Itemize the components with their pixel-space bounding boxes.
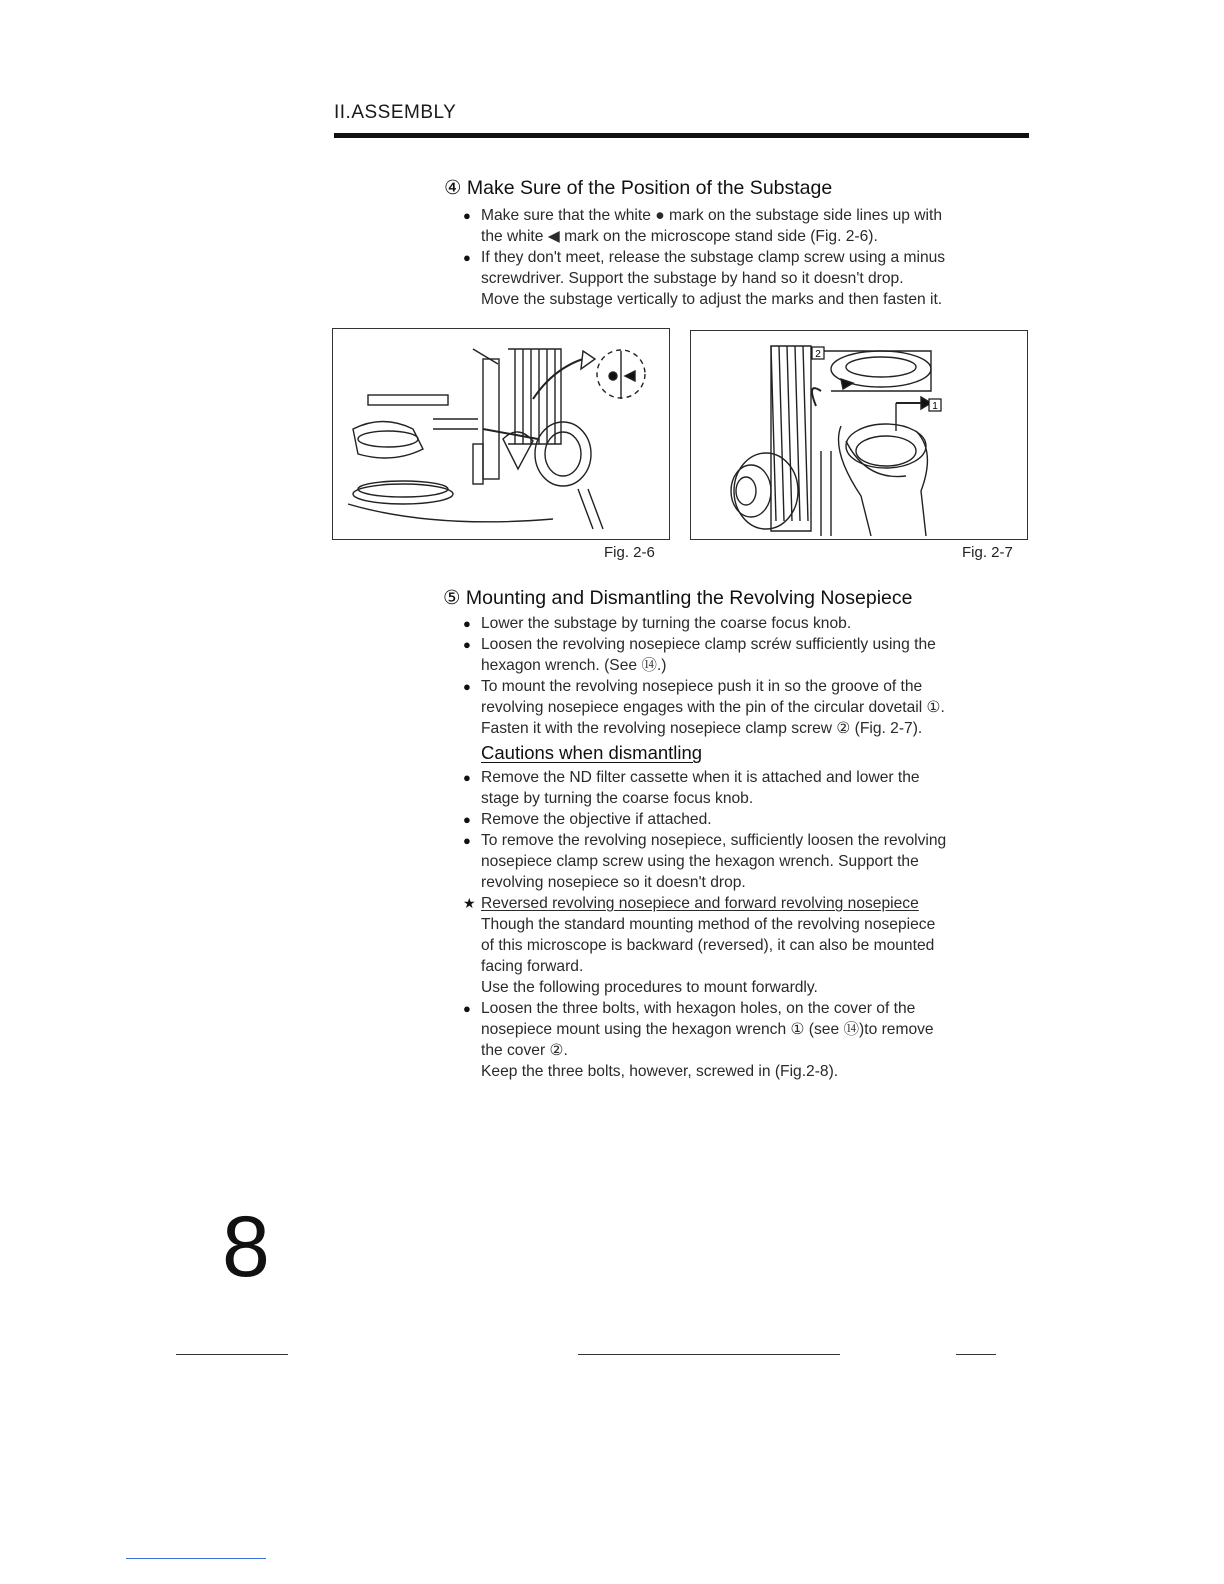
section-4-bullet-1: ● Make sure that the white ● mark on the substage side lines up with the white ◀ mark on the microscope stand side (Fig. 2-6). xyxy=(463,205,945,247)
section-5-title: ⑤ Mounting and Dismantling the Revolving Nosepiece xyxy=(443,587,913,609)
header-rule xyxy=(334,133,1029,138)
chapter-heading: II.ASSEMBLY xyxy=(334,102,457,123)
footer-rule-left xyxy=(176,1354,288,1355)
caution-bullet-1: ● Remove the ND filter cassette when it is attached and lower the stage by turning the coarse focus knob. xyxy=(463,767,946,809)
reversed-nosepiece-heading: ★ Reversed revolving nosepiece and forward revolving nosepiece xyxy=(463,893,946,914)
figure-2-6 xyxy=(332,328,670,540)
caution-bullet-3: ● To remove the revolving nosepiece, sufficiently loosen the revolving nosepiece clamp screw using the hexagon wrench. Support the revolving nosepiece so it doesn't drop. xyxy=(463,830,946,893)
reversed-nosepiece-text: Though the standard mounting method of the revolving nosepiece of this microscope is backward (reversed), it can also be mounted facing forward. Use the following procedures to mount forwardly. xyxy=(481,916,936,996)
section-5-bullet-3: ● To mount the revolving nosepiece push it in so the groove of the revolving nosepiece engages with the pin of the circular dovetail ①. Fasten it with the revolving nosepiece clamp screw ② (Fig. 2-7). xyxy=(463,676,946,739)
figure-2-7-callout-1-text: 1 xyxy=(932,401,938,412)
section-5-bullet-2: ● Loosen the revolving nosepiece clamp scréw sufficiently using the hexagon wrench. (See ⑭.) xyxy=(463,634,946,676)
figure-2-6-illustration xyxy=(333,329,669,539)
section-5-bullet-1: ● Lower the substage by turning the coarse focus knob. xyxy=(463,613,946,634)
figure-2-6-caption: Fig. 2-6 xyxy=(604,544,655,561)
page-number: 8 xyxy=(222,1199,270,1295)
section-4-body xyxy=(463,205,945,310)
section-5-body xyxy=(463,613,946,1082)
forward-mount-bullet: ● Loosen the three bolts, with hexagon holes, on the cover of the nosepiece mount using the hexagon wrench ① (see ⑭)to remove the cover ②. Keep the three bolts, however, screwed in (Fig.2-8). xyxy=(463,998,946,1082)
figure-2-7-caption: Fig. 2-7 xyxy=(962,544,1013,561)
footer-link-line xyxy=(126,1558,266,1559)
figure-2-7-callout-2-text: 2 xyxy=(815,349,821,360)
footer-rule-center xyxy=(578,1354,840,1355)
footer-rule-right xyxy=(956,1354,996,1355)
section-4-title: ④ Make Sure of the Position of the Substage xyxy=(444,177,833,199)
figure-2-7 xyxy=(690,330,1028,540)
figure-2-7-illustration xyxy=(691,331,1027,539)
section-4-bullet-2: ● If they don't meet, release the substage clamp screw using a minus screwdriver. Support the substage by hand so it doesn't drop. Move the substage vertically to adjust the marks and then fasten it. xyxy=(463,247,945,310)
caution-bullet-2: ● Remove the objective if attached. xyxy=(463,809,946,830)
cautions-heading: Cautions when dismantling xyxy=(481,742,703,763)
